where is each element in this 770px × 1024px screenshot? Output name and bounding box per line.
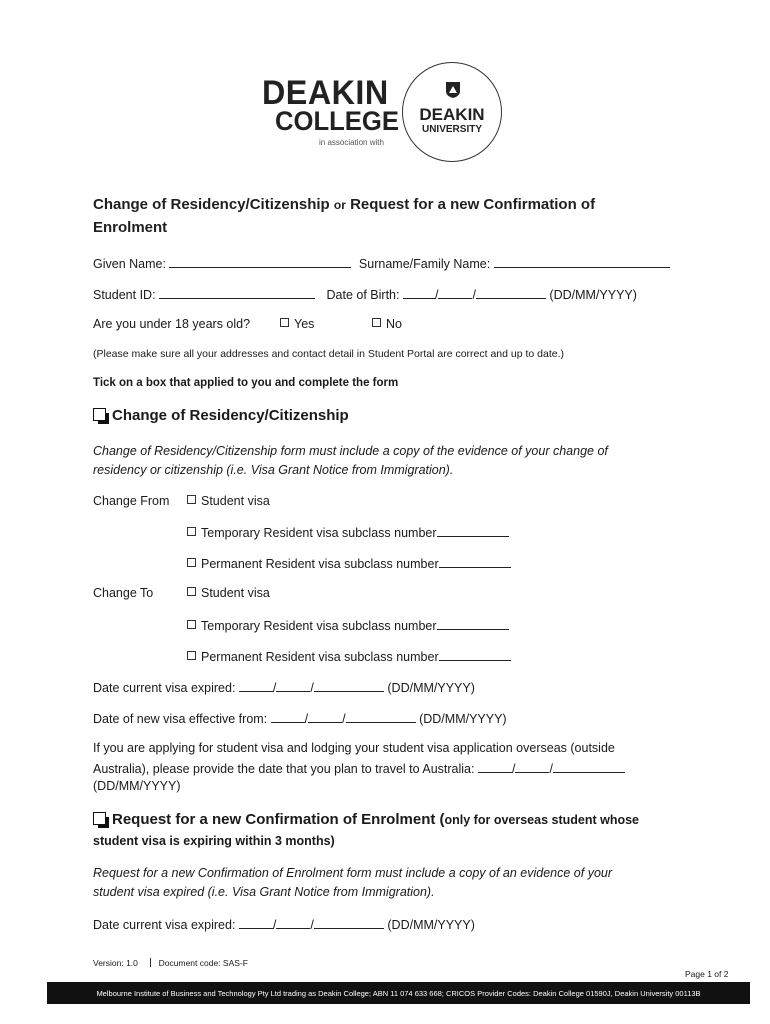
under18-no-option[interactable]: [372, 317, 402, 331]
student-id-row: Student ID: Date of Birth: / / (DD/MM/YYYY): [93, 288, 637, 302]
shield-icon: [445, 81, 461, 99]
from-temp-checkbox[interactable]: [187, 527, 196, 536]
to-perm-visa-option[interactable]: [187, 648, 511, 664]
dob-month-field[interactable]: [438, 286, 472, 299]
from-student-checkbox[interactable]: [187, 495, 196, 504]
given-name-label: Given Name:: [93, 257, 166, 271]
from-perm-subclass-field[interactable]: [439, 555, 511, 568]
to-perm-label: Permanent Resident visa subclass number: [201, 650, 439, 664]
section2-expired-year[interactable]: [314, 916, 384, 929]
visa-expired-row: Date current visa expired: / / (DD/MM/YYYY): [93, 681, 475, 695]
college-logo-line2: COLLEGE: [275, 106, 399, 136]
section2-heading-line2: student visa is expiring within 3 months): [93, 834, 335, 848]
under18-label: Are you under 18 years old?: [93, 317, 251, 331]
to-student-visa-option[interactable]: [187, 586, 270, 600]
from-perm-checkbox[interactable]: [187, 558, 196, 567]
student-id-field[interactable]: [159, 286, 315, 299]
visa-effective-label: Date of new visa effective from:: [93, 712, 268, 726]
from-temp-label: Temporary Resident visa subclass number: [201, 526, 437, 540]
visa-effective-format: (DD/MM/YYYY): [419, 712, 507, 726]
deakin-university-logo: [402, 62, 502, 162]
tick-instruction: Tick on a box that applied to you and complete the form: [93, 377, 399, 389]
given-name-row: [93, 255, 670, 271]
from-student-label: Student visa: [201, 494, 270, 508]
uni-logo-line1: DEAKIN: [419, 105, 485, 124]
section1-heading[interactable]: [93, 407, 349, 424]
document-code: Document code: SAS-F: [158, 958, 248, 968]
travel-format: (DD/MM/YYYY): [93, 779, 181, 793]
yes-label: Yes: [294, 317, 315, 331]
section2-expired-label: Date current visa expired:: [93, 918, 236, 932]
visa-effective-month[interactable]: [308, 710, 342, 723]
section2-heading-text: Request for a new Confirmation of Enrolment (: [112, 811, 445, 828]
travel-year[interactable]: [553, 760, 625, 773]
to-student-checkbox[interactable]: [187, 587, 196, 596]
from-perm-visa-option[interactable]: [187, 555, 511, 571]
surname-label: Surname/Family Name:: [358, 257, 491, 271]
association-text: in association with: [319, 138, 384, 147]
no-label: No: [386, 317, 402, 331]
footer-bar: [47, 982, 750, 1004]
dob-day-field[interactable]: [403, 286, 435, 299]
from-perm-label: Permanent Resident visa subclass number: [201, 557, 439, 571]
travel-line2: Australia), please provide the date that you plan to travel to Australia: / /: [93, 760, 625, 776]
section1-desc-line2: residency or citizenship (i.e. Visa Grant Notice from Immigration).: [93, 463, 454, 477]
visa-effective-day[interactable]: [271, 710, 305, 723]
section2-checkbox[interactable]: [93, 812, 106, 825]
section2-expired-day[interactable]: [239, 916, 273, 929]
to-temp-checkbox[interactable]: [187, 620, 196, 629]
section1-desc-line1: Change of Residency/Citizenship form must include a copy of the evidence of your change of: [93, 444, 608, 458]
version-info: [93, 958, 248, 968]
footer-bar-text: Melbourne Institute of Business and Technology Pty Ltd trading as Deakin College; ABN 11 074 633 668; CRICOS Provider Codes: Deakin College 01590J, Deakin University 00113B: [96, 988, 701, 998]
dob-format: (DD/MM/YYYY): [549, 288, 637, 302]
visa-expired-format: (DD/MM/YYYY): [387, 681, 475, 695]
section1-heading-text: Change of Residency/Citizenship: [112, 407, 349, 424]
section2-desc-line2: student visa expired (i.e. Visa Grant Notice from Immigration).: [93, 885, 435, 899]
under18-yes-option[interactable]: [280, 317, 314, 331]
section2-heading[interactable]: [93, 811, 639, 828]
section2-desc-line1: Request for a new Confirmation of Enrolment form must include a copy of an evidence of your: [93, 866, 613, 880]
title-or: or: [333, 198, 346, 212]
section2-expired-month[interactable]: [276, 916, 310, 929]
uni-logo-line2: UNIVERSITY: [421, 124, 482, 135]
college-logo-line1: DEAKIN: [262, 74, 389, 112]
deakin-college-logo: [262, 74, 399, 148]
to-student-label: Student visa: [201, 586, 270, 600]
visa-expired-year[interactable]: [314, 679, 384, 692]
footer-divider: [150, 958, 151, 967]
page-title: [93, 196, 595, 213]
dob-year-field[interactable]: [476, 286, 546, 299]
from-temp-subclass-field[interactable]: [437, 524, 509, 537]
section1-checkbox[interactable]: [93, 408, 106, 421]
section2-expired-format: (DD/MM/YYYY): [387, 918, 475, 932]
yes-checkbox[interactable]: [280, 318, 289, 327]
contact-note: (Please make sure all your addresses and contact detail in Student Portal are correct and up to date.): [93, 348, 565, 360]
visa-expired-label: Date current visa expired:: [93, 681, 236, 695]
to-temp-subclass-field[interactable]: [437, 617, 509, 630]
travel-label: Australia), please provide the date that you plan to travel to Australia:: [93, 762, 475, 776]
visa-expired-day[interactable]: [239, 679, 273, 692]
under18-row: [93, 317, 250, 331]
student-id-label: Student ID:: [93, 288, 156, 302]
visa-effective-row: Date of new visa effective from: / / (DD/MM/YYYY): [93, 712, 507, 726]
page-title-line2: Enrolment: [93, 219, 168, 236]
from-student-visa-option[interactable]: [187, 494, 270, 508]
visa-expired-month[interactable]: [276, 679, 310, 692]
surname-field[interactable]: [494, 255, 670, 268]
given-name-field[interactable]: [169, 255, 351, 268]
travel-day[interactable]: [478, 760, 512, 773]
title-part2: Request for a new Confirmation of: [350, 196, 596, 213]
no-checkbox[interactable]: [372, 318, 381, 327]
change-from-label: Change From: [93, 494, 170, 508]
to-temp-visa-option[interactable]: [187, 617, 509, 633]
travel-line1: If you are applying for student visa and lodging your student visa application overseas (outside: [93, 741, 615, 755]
section2-expired-row: Date current visa expired: / / (DD/MM/YYYY): [93, 918, 475, 932]
title-part1: Change of Residency/Citizenship: [93, 196, 330, 213]
from-temp-visa-option[interactable]: [187, 524, 509, 540]
change-to-label: Change To: [93, 586, 154, 600]
to-temp-label: Temporary Resident visa subclass number: [201, 619, 437, 633]
page-number: Page 1 of 2: [685, 969, 729, 979]
visa-effective-year[interactable]: [346, 710, 416, 723]
to-perm-checkbox[interactable]: [187, 651, 196, 660]
section2-heading-note: only for overseas student whose: [444, 813, 640, 827]
to-perm-subclass-field[interactable]: [439, 648, 511, 661]
version-text: Version: 1.0: [93, 958, 138, 968]
travel-month[interactable]: [515, 760, 549, 773]
dob-label: Date of Birth:: [326, 288, 400, 302]
